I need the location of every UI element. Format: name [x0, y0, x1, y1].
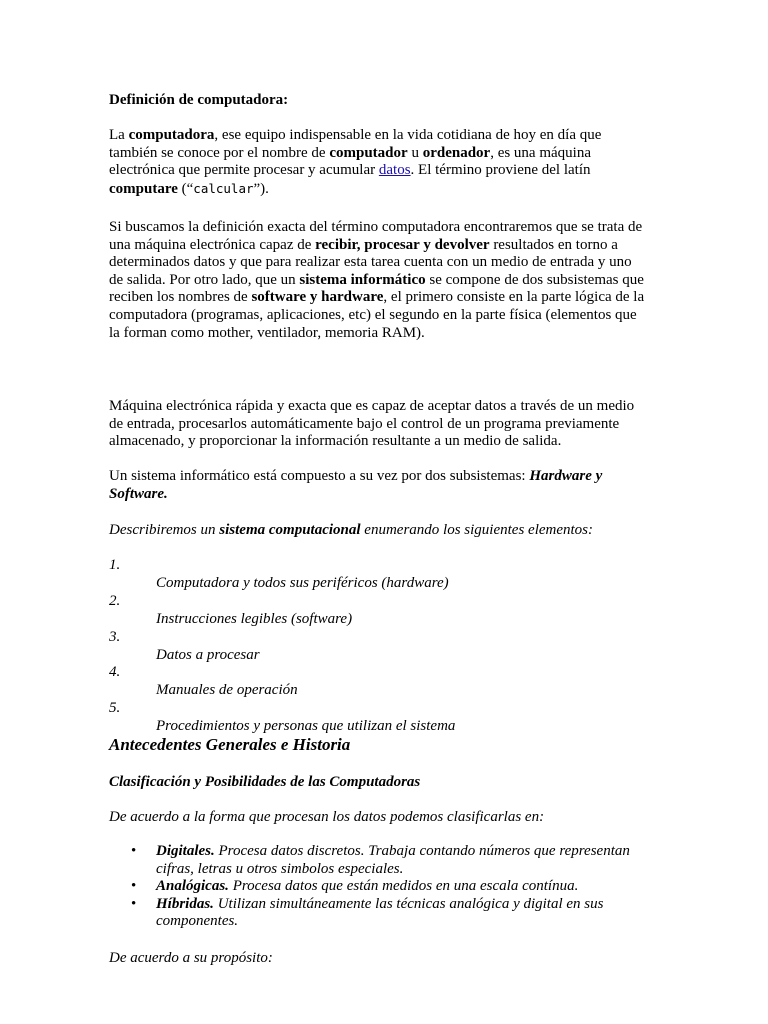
section-heading: Antecedentes Generales e Historia	[109, 735, 351, 754]
bullet-icon: •	[131, 895, 137, 912]
list-number: 3.	[109, 629, 121, 645]
system-intro-paragraph: Describiremos un sistema computacional enumerando los siguientes elementos:	[109, 522, 594, 538]
document-heading: Definición de computadora:	[109, 92, 289, 108]
list-item: Procedimientos y personas que utilizan el sistema	[156, 718, 456, 734]
bullet-icon: •	[131, 843, 137, 859]
list-number: 2.	[109, 593, 121, 609]
datos-link[interactable]: datos	[378, 162, 411, 179]
bullet-icon: •	[131, 878, 137, 895]
classification-intro: De acuerdo a la forma que procesan los datos podemos clasificarlas en:	[109, 809, 545, 825]
list-number: 4.	[109, 664, 121, 680]
list-item: • Híbridas. Utilizan simultáneamente las técnicas analógica y digital en sus componentes.	[131, 895, 604, 930]
classification-list	[109, 843, 649, 931]
list-item: Instrucciones legibles (software)	[156, 611, 353, 627]
subsystems-paragraph: Un sistema informático está compuesto a su vez por dos subsistemas: Hardware y Software.	[109, 468, 603, 502]
machine-paragraph: Máquina electrónica rápida y exacta que es capaz de aceptar datos a través de un medio de entrada, procesarlos automáticamente bajo el control de un programa previamente almacenado, y proporcionar la información resultante a un medio de salida.	[109, 398, 635, 450]
list-number: 5.	[109, 700, 121, 716]
exact-definition-paragraph: Si buscamos la definición exacta del término computadora encontraremos que se trata de una máquina electrónica capaz de recibir, procesar y devolver resultados en torno a determinados datos y que para realizar esta tarea cuenta con un medio de entrada y uno de salida. Por otro lado, que un sistema informático se compone de dos subsistemas que reciben los nombres de software y hardware, el primero consiste en la parte lógica de la computadora (programas, aplicaciones, etc) el segundo en la parte física (elementos que la forman como mother, ventilador, memoria RAM).	[109, 219, 645, 341]
list-item: • Digitales. Procesa datos discretos. Trabaja contando números que representan cifras, letras u otros simbolos especiales.	[131, 843, 630, 877]
list-item: • Analógicas. Procesa datos que están medidos en una escala contínua.	[131, 878, 579, 895]
list-number: 1.	[109, 557, 121, 573]
definition-paragraph: La computadora, ese equipo indispensable en la vida cotidiana de hoy en día que también se conoce por el nombre de computador u ordenador, es una máquina electrónica que permite procesar y acumular datos. El término proviene del latín computare (“calcular”).	[109, 127, 602, 197]
purpose-heading: De acuerdo a su propósito:	[109, 950, 273, 966]
list-item: Manuales de operación	[156, 682, 298, 698]
list-item: Computadora y todos sus periféricos (hardware)	[156, 575, 449, 591]
list-item: Datos a procesar	[156, 647, 260, 663]
subsection-heading: Clasificación y Posibilidades de las Computadoras	[109, 774, 421, 790]
